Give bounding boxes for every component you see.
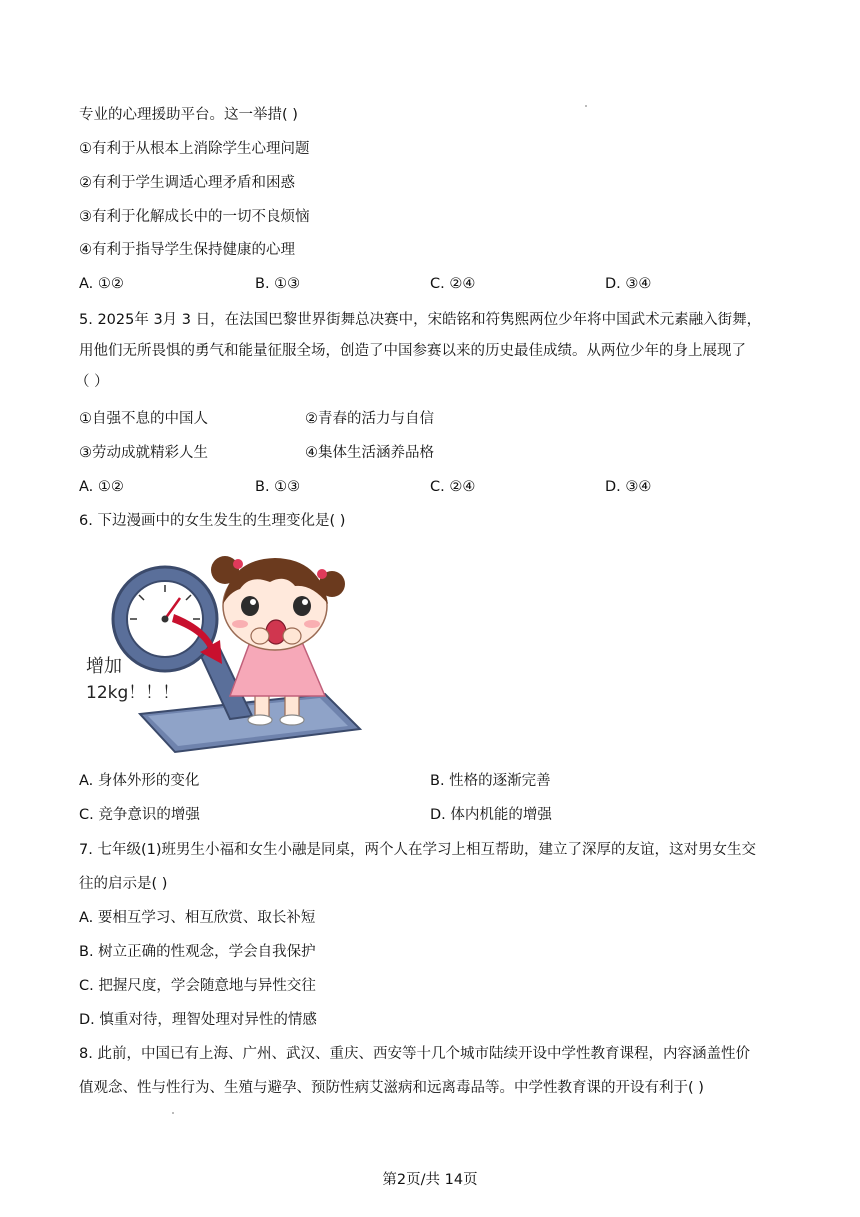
q4-item-3: ③有利于化解成长中的一切不良烦恼 [79,209,310,225]
q6-option-d: D. 体内机能的增强 [430,807,552,823]
q4-option-a: A. ①② [79,276,124,292]
q5-option-a: A. ①② [79,479,124,495]
q7-option-b: B. 树立正确的性观念，学会自我保护 [79,944,316,960]
q7-stem-line-2: 往的启示是( ) [79,876,168,892]
q5-item-4: ④集体生活涵养品格 [305,445,434,461]
q5-item-3: ③劳动成就精彩人生 [79,445,208,461]
q5-item-2: ②青春的活力与自信 [305,411,434,427]
q5-option-c: C. ②④ [430,479,476,495]
q5-stem-line-3: （ ） [75,374,109,390]
weighing-scale-illustration [80,544,368,754]
scan-speck [172,1112,174,1114]
scan-speck [585,105,587,107]
image-caption-increase: 增加 [86,656,122,677]
q4-stem-tail: 专业的心理援助平台。这一举措( ) [79,107,298,123]
q4-option-d: D. ③④ [605,276,652,292]
q7-option-d: D. 慎重对待，理智处理对异性的情感 [79,1012,317,1028]
q7-stem-line-1: 7. 七年级(1)班男生小福和女生小融是同桌，两个人在学习上相互帮助，建立了深厚的友谊，这对男女生交 [79,842,756,858]
cartoon-girl-on-scale-image [80,544,368,754]
q6-stem: 6. 下边漫画中的女生发生的生理变化是( ) [79,513,346,529]
image-caption-weight: 12kg！！！ [86,683,180,703]
q4-item-1: ①有利于从根本上消除学生心理问题 [79,141,310,157]
q8-stem-line-1: 8. 此前，中国已有上海、广州、武汉、重庆、西安等十几个城市陆续开设中学性教育课程，内容涵盖性价 [79,1046,750,1062]
page-number-footer: 第2页/共 14页 [382,1172,478,1188]
q4-option-c: C. ②④ [430,276,476,292]
q5-stem-line-1: 5. 2025年 3月 3 日，在法国巴黎世界街舞总决赛中，宋皓铭和符隽熙两位少年将中国武术元素融入街舞， [79,312,762,328]
q6-option-b: B. 性格的逐渐完善 [430,773,551,789]
q5-option-d: D. ③④ [605,479,652,495]
q6-option-a: A. 身体外形的变化 [79,773,200,789]
q7-option-c: C. 把握尺度，学会随意地与异性交往 [79,978,316,994]
q4-item-4: ④有利于指导学生保持健康的心理 [79,242,295,258]
q5-item-1: ①自强不息的中国人 [79,411,208,427]
q4-item-2: ②有利于学生调适心理矛盾和困惑 [79,175,295,191]
q5-stem-line-2: 用他们无所畏惧的勇气和能量征服全场，创造了中国参赛以来的历史最佳成绩。从两位少年的身上展现了 [79,343,746,359]
q5-option-b: B. ①③ [255,479,301,495]
q7-option-a: A. 要相互学习、相互欣赏、取长补短 [79,910,316,926]
q4-option-b: B. ①③ [255,276,301,292]
q6-option-c: C. 竞争意识的增强 [79,807,200,823]
q8-stem-line-2: 值观念、性与性行为、生殖与避孕、预防性病艾滋病和远离毒品等。中学性教育课的开设有利于( ) [79,1080,704,1096]
